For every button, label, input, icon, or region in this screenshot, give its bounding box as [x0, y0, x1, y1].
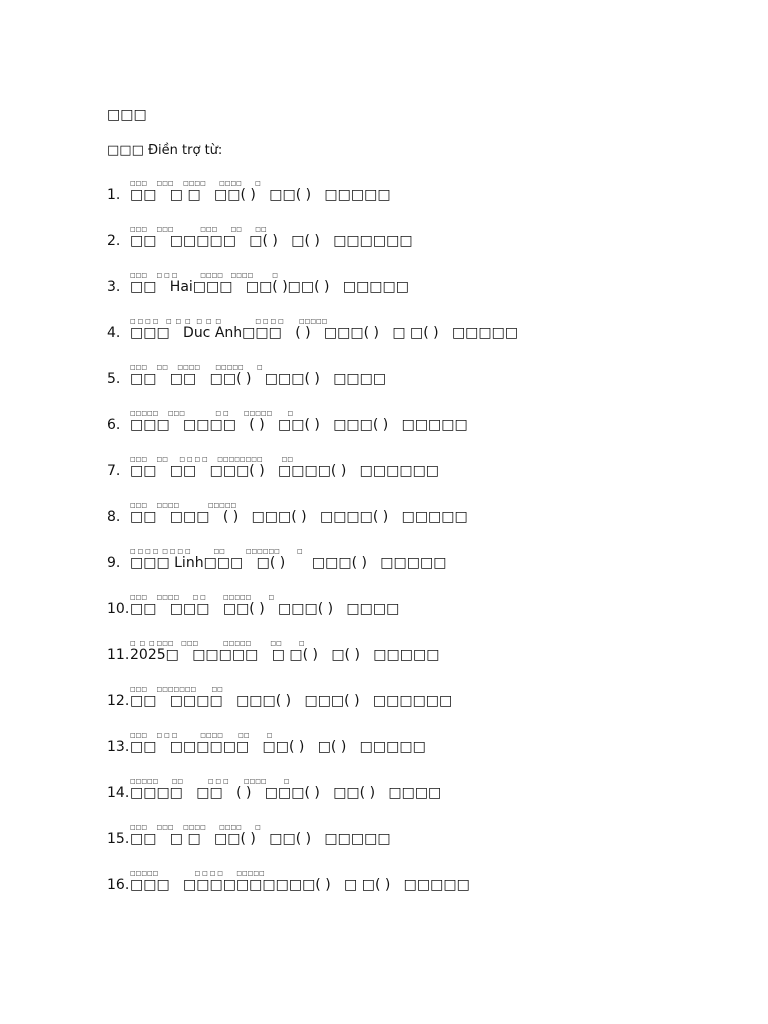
page-heading: □□□ [107, 107, 147, 123]
exercise-item [107, 324, 518, 342]
furigana-line: □□□ □ □ □ □□□□ □□□□ □ [130, 272, 278, 279]
item-number: 10. [107, 601, 130, 617]
furigana-line: □□□ □□□□ □ □ □□□□□ □ [130, 594, 275, 601]
item-sentence: □□□□ □□ ( ) □□□( ) □□( ) □□□□ [130, 785, 442, 801]
furigana-line: □ □ □ □ □ □ □ □ □ □ □ □ □ □ □□□□□ [130, 318, 328, 325]
item-sentence: □□ □□ □□( ) □□□( ) □□□□ [130, 371, 387, 387]
exercise-item [107, 738, 426, 756]
exercise-item [107, 508, 468, 526]
item-sentence: □□ □□□ ( ) □□□( ) □□□□( ) □□□□□ [130, 509, 468, 525]
furigana-line: □□□□□ □□ □ □ □ □□□□ □ [130, 778, 290, 785]
item-number: 6. [107, 417, 121, 433]
item-number: 8. [107, 509, 121, 525]
exercise-item [107, 784, 441, 802]
item-number: 1. [107, 187, 121, 203]
item-sentence: □□ □□□□□ □( ) □( ) □□□□□□ [130, 233, 413, 249]
item-sentence: □□ □□□□ □□□( ) □□□( ) □□□□□□ [130, 693, 453, 709]
item-sentence: □□□ □□□□□□□□□□( ) □ □( ) □□□□□ [130, 877, 470, 893]
item-sentence: □□□ Duc Anh□□□ ( ) □□□( ) □ □( ) □□□□□ [130, 325, 519, 341]
item-number: 13. [107, 739, 130, 755]
exercise-item [107, 646, 439, 664]
exercise-item [107, 186, 391, 204]
item-sentence: □□ Hai□□□ □□( )□□( ) □□□□□ [130, 279, 409, 295]
furigana-line: □ □ □ □□□ □□□ □□□□□ □□ □ [130, 640, 305, 647]
furigana-line: □□□□□ □ □ □ □ □□□□□ [130, 870, 265, 877]
item-number: 12. [107, 693, 130, 709]
exercise-item [107, 278, 409, 296]
furigana-line: □□□ □□ □ □ □ □ □□□□□□□□ □□ [130, 456, 294, 463]
furigana-line: □□□ □□□ □□□ □□ □□ [130, 226, 267, 233]
item-sentence: □□ □□□ □□( ) □□□( ) □□□□ [130, 601, 400, 617]
item-number: 5. [107, 371, 121, 387]
item-number: 9. [107, 555, 121, 571]
furigana-line: □ □ □ □ □ □ □ □ □□ □□□□□□ □ [130, 548, 303, 555]
furigana-line: □□□ □□ □□□□ □□□□□ □ [130, 364, 263, 371]
item-sentence: □□□ Linh□□□ □( ) □□□( ) □□□□□ [130, 555, 447, 571]
item-number: 14. [107, 785, 130, 801]
item-sentence: □□ □□□□□□ □□( ) □( ) □□□□□ [130, 739, 426, 755]
furigana-line: □□□ □□□□ □□□□□ [130, 502, 237, 509]
exercise-item [107, 554, 446, 572]
exercise-item [107, 876, 470, 894]
exercise-item [107, 416, 468, 434]
item-sentence: □□ □□ □□□( ) □□□□( ) □□□□□□ [130, 463, 440, 479]
exercise-item [107, 232, 413, 250]
item-number: 4. [107, 325, 121, 341]
furigana-line: □□□ □□□ □□□□ □□□□ □ [130, 824, 261, 831]
exercise-item [107, 600, 399, 618]
item-number: 3. [107, 279, 121, 295]
item-sentence: □□ □ □ □□( ) □□( ) □□□□□ [130, 187, 391, 203]
exercise-item [107, 830, 391, 848]
furigana-line: □□□ □□□□□□□ □□ [130, 686, 223, 693]
item-sentence: 2025□ □□□□□ □ □( ) □( ) □□□□□ [130, 647, 440, 663]
item-sentence: □□□ □□□□ ( ) □□( ) □□□( ) □□□□□ [130, 417, 468, 433]
item-number: 2. [107, 233, 121, 249]
item-sentence: □□ □ □ □□( ) □□( ) □□□□□ [130, 831, 391, 847]
exercise-instruction: □□□ Điền trợ từ: [107, 143, 223, 158]
item-number: 16. [107, 877, 130, 893]
furigana-line: □□□ □□□ □□□□ □□□□ □ [130, 180, 261, 187]
furigana-line: □□□ □ □ □ □□□□ □□ □ [130, 732, 273, 739]
exercise-item [107, 462, 439, 480]
furigana-line: □□□□□ □□□ □ □ □□□□□ □ [130, 410, 294, 417]
exercise-item [107, 692, 452, 710]
item-number: 15. [107, 831, 130, 847]
exercise-item [107, 370, 386, 388]
item-number: 11. [107, 647, 130, 663]
item-number: 7. [107, 463, 121, 479]
